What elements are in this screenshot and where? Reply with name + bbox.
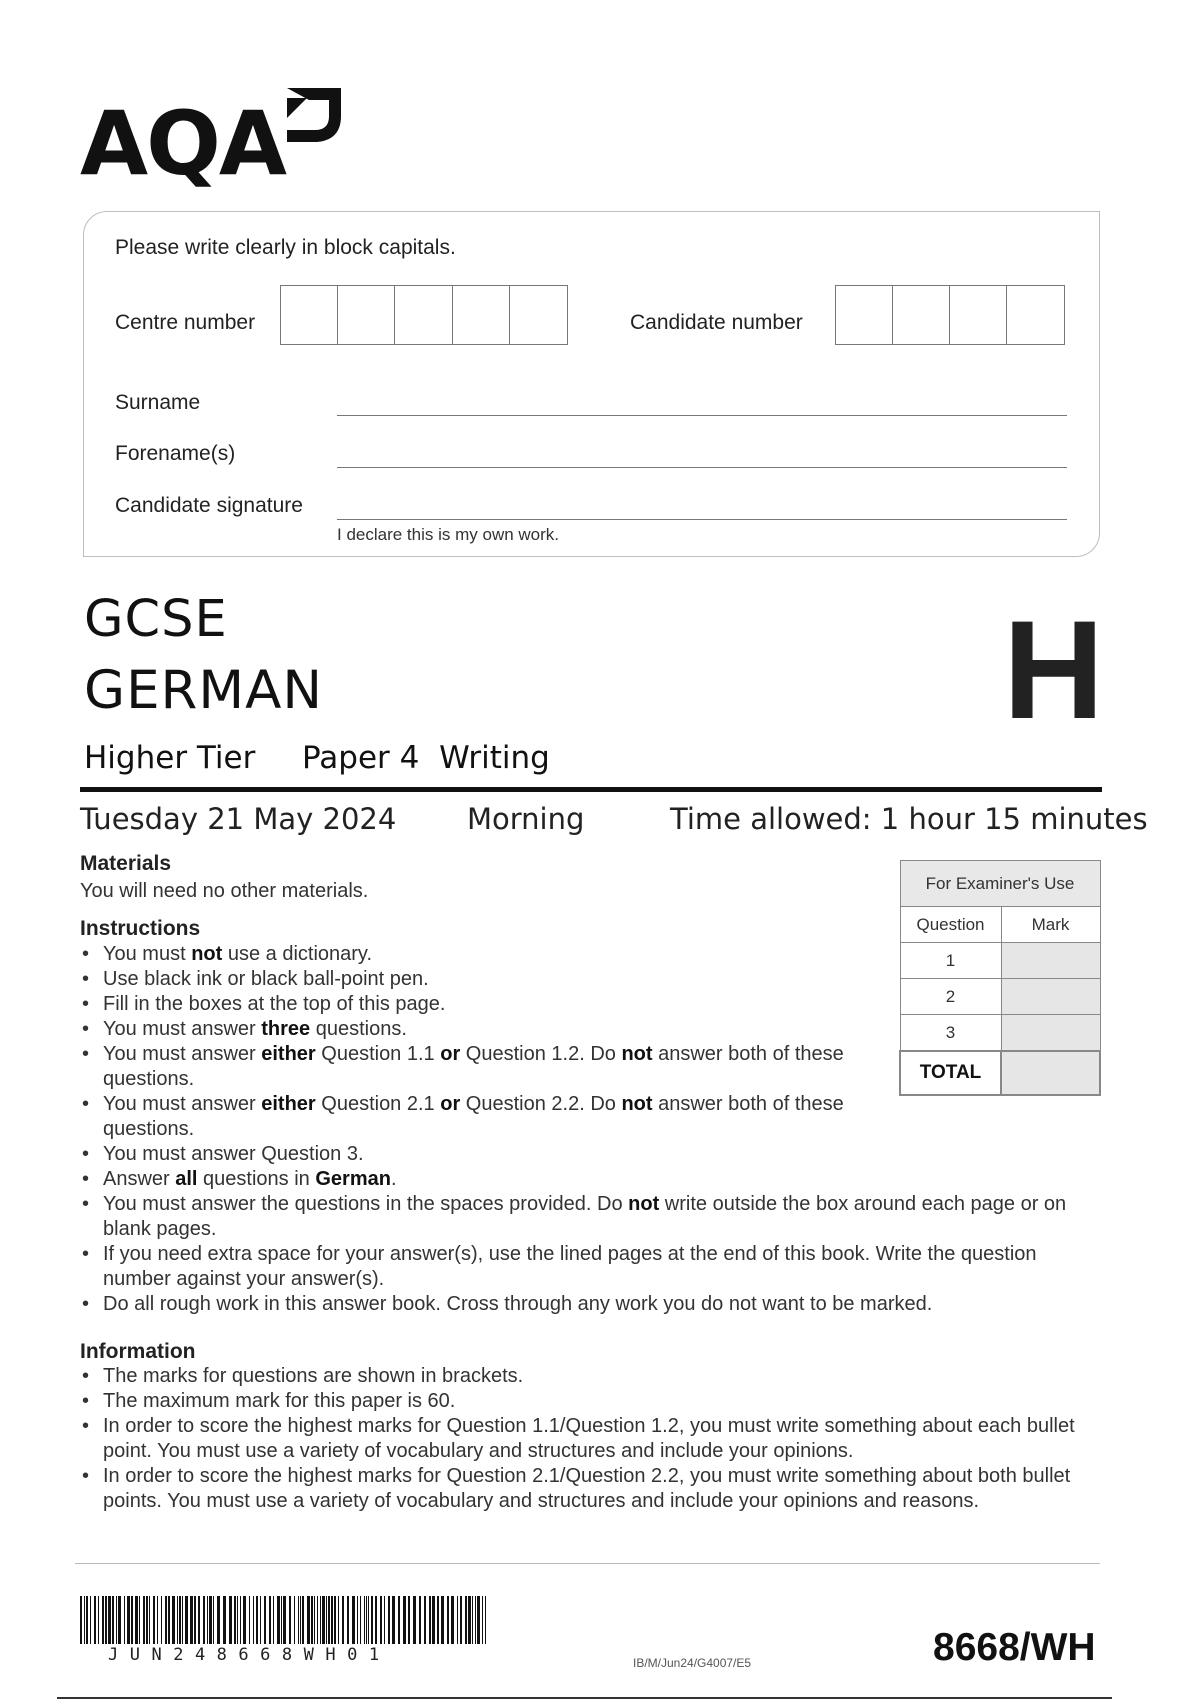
information-item: • In order to score the highest marks for Question 1.1/Question 1.2, you must write something about each bullet point. You must use a variety of vocabulary and structures and include your opinions. [80,1414,1085,1464]
surname-label: Surname [115,391,201,414]
centre-number-label: Centre number [115,311,256,334]
candidate-number-box[interactable] [893,286,950,344]
barcode-text: JUN248668WH01 [108,1645,391,1665]
instructions-heading: Instructions [80,917,201,940]
instruction-item: • You must answer either Question 1.1 or Question 1.2. Do not answer both of these questions. [80,1042,848,1092]
signature-line[interactable] [337,519,1067,520]
barcode-icon [80,1596,492,1644]
title-divider [80,787,1102,792]
aqa-logo [80,86,350,195]
tier-letter: H [1003,591,1105,748]
question-number: 2 [900,979,1001,1015]
centre-number-box[interactable] [281,286,338,344]
footer-divider [75,1563,1100,1564]
information-heading: Information [80,1340,196,1363]
declaration-text: I declare this is my own work. [337,525,560,544]
information-item: • In order to score the highest marks for Question 2.1/Question 2.2, you must write something about both bullet points. You must use a variety of vocabulary and structures and include your opinions and reasons. [80,1464,1085,1514]
materials-text: You will need no other materials. [80,880,369,902]
exam-date: Tuesday 21 May 2024 [80,802,397,836]
question-column-header: Question [900,907,1001,943]
subject-title: GERMAN [84,660,324,721]
block-capitals-instruction: Please write clearly in block capitals. [115,236,456,259]
candidate-number-box[interactable] [1007,286,1064,344]
candidate-number-box[interactable] [836,286,893,344]
instruction-item: • You must answer either Question 2.1 or Question 2.2. Do not answer both of these questions. [80,1092,848,1142]
time-allowed: Time allowed: 1 hour 15 minutes [670,802,1148,836]
instruction-item: • Fill in the boxes at the top of this page. [80,992,848,1017]
instruction-item: • You must answer Question 3. [80,1142,1085,1167]
mark-cell [1001,943,1100,979]
total-mark-cell [1001,1051,1100,1095]
information-item: • The maximum mark for this paper is 60. [80,1389,1085,1414]
paper-label: Paper 4 Writing [302,740,550,776]
signature-label: Candidate signature [115,494,303,517]
question-number: 1 [900,943,1001,979]
instruction-item: • You must answer the questions in the spaces provided. Do not write outside the box around each page or on blank pages. [80,1192,1085,1242]
mark-cell [1001,979,1100,1015]
centre-number-box[interactable] [510,286,567,344]
exam-session: Morning [467,802,585,836]
question-number: 3 [900,1015,1001,1052]
materials-heading: Materials [80,852,172,875]
candidate-number-box[interactable] [950,286,1007,344]
candidate-number-label: Candidate number [630,311,803,334]
instruction-item: • You must answer three questions. [80,1017,848,1042]
page-bottom-rule [57,1697,1112,1699]
information-item: • The marks for questions are shown in brackets. [80,1364,1085,1389]
document-reference: IB/M/Jun24/G4007/E5 [633,1656,752,1670]
surname-line[interactable] [337,415,1067,416]
instruction-item: • You must not use a dictionary. [80,942,848,967]
forenames-label: Forename(s) [115,442,236,465]
candidate-number-boxes[interactable] [835,285,1065,345]
examiner-use-table [899,860,1101,1096]
instruction-item: • If you need extra space for your answer(s), use the lined pages at the end of this book. Write the question number against your answer(s). [80,1242,1085,1292]
logo-wordmark: AQA [80,92,286,195]
instruction-item: • Answer all questions in German. [80,1167,1085,1192]
centre-number-box[interactable] [453,286,510,344]
mark-cell [1001,1015,1100,1052]
examiner-table-heading: For Examiner's Use [900,861,1100,907]
centre-number-boxes[interactable] [280,285,568,345]
centre-number-box[interactable] [338,286,395,344]
total-label: TOTAL [900,1051,1001,1095]
mark-column-header: Mark [1001,907,1100,943]
aqa-logo-mark-icon [285,86,343,144]
tier-label: Higher Tier [84,740,256,776]
paper-code: 8668/WH [933,1626,1096,1669]
instruction-item: • Use black ink or black ball-point pen. [80,967,848,992]
information-list [80,1364,1085,1514]
centre-number-box[interactable] [395,286,452,344]
instruction-item: • Do all rough work in this answer book. Cross through any work you do not want to be marked. [80,1292,1085,1317]
forenames-line[interactable] [337,467,1067,468]
qualification-title: GCSE [84,590,228,649]
